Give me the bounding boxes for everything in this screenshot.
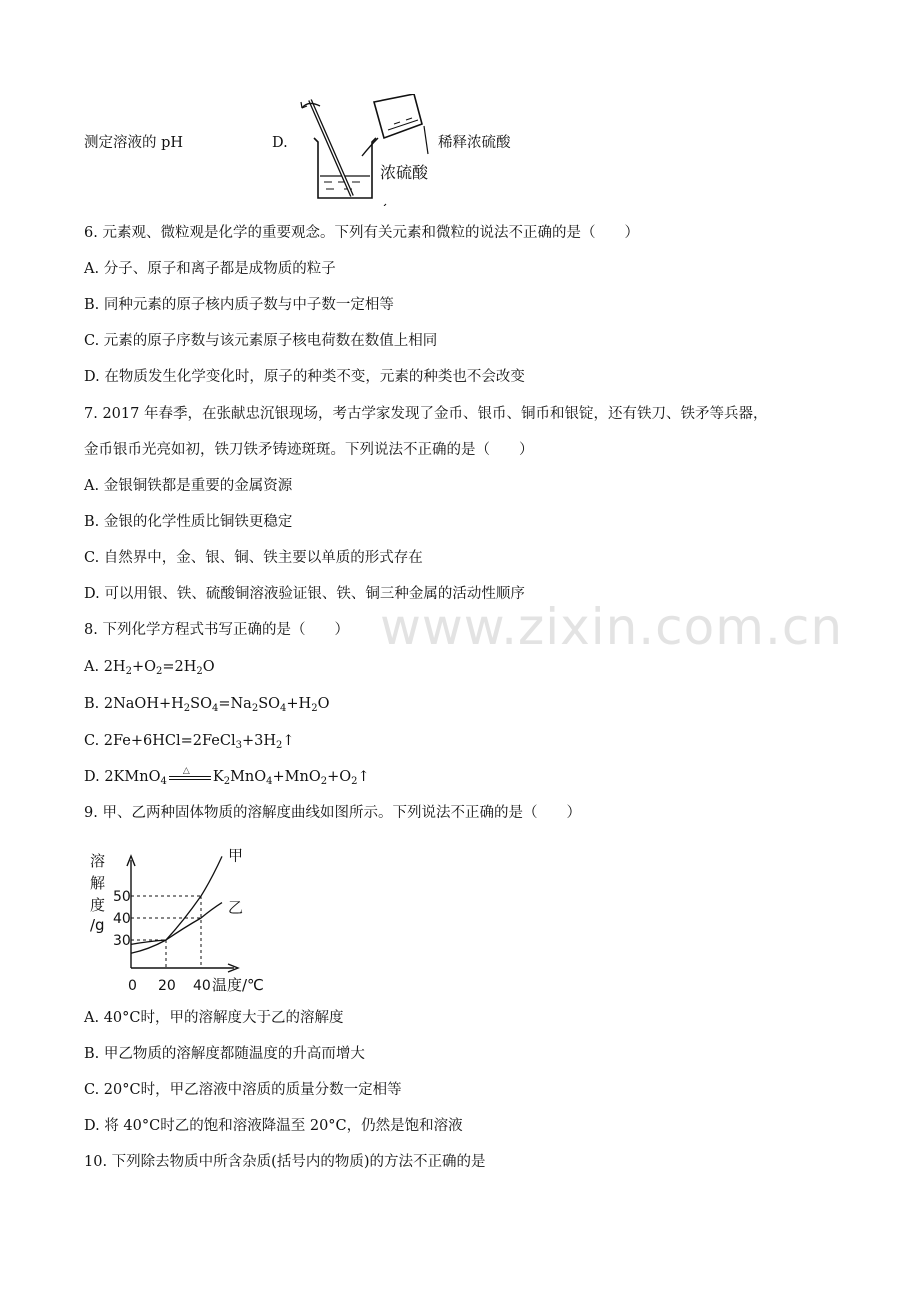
y-tick-1: 40: [113, 911, 131, 927]
fig-label-conc-acid: 浓硫酸: [380, 163, 429, 182]
q9-option-d: D. 将 40°C时乙的饱和溶液降温至 20°C，仍然是饱和溶液: [84, 1118, 463, 1134]
option-c-tail: 测定溶液的 pH: [84, 135, 184, 151]
q7-option-b: B. 金银的化学性质比铜铁更稳定: [84, 514, 293, 530]
q7-stem-line2: 金币银币光亮如初，铁刀铁矛铸迹斑斑。下列说法不正确的是（ ）: [84, 442, 534, 458]
q6-option-c: C. 元素的原子序数与该元素原子核电荷数在数值上相同: [84, 333, 438, 349]
series-label-1: 乙: [228, 898, 244, 917]
series-label-0: 甲: [228, 846, 244, 865]
q6-option-b: B. 同种元素的原子核内质子数与中子数一定相等: [84, 297, 394, 313]
q9-option-a: A. 40°C时，甲的溶解度大于乙的溶解度: [84, 1010, 344, 1026]
q8-stem: 8. 下列化学方程式书写正确的是（ ）: [84, 622, 349, 638]
q10-stem: 10. 下列除去物质中所含杂质(括号内的物质)的方法不正确的是: [84, 1154, 486, 1170]
q9-option-b: B. 甲乙物质的溶解度都随温度的升高而增大: [84, 1046, 365, 1062]
q7-option-d: D. 可以用银、铁、硫酸铜溶液验证银、铁、铜三种金属的活动性顺序: [84, 586, 525, 602]
q8-option-b: B. $2NaOH+H_2SO_4=Na_2SO_4+H_2O$: [84, 696, 330, 714]
option-d-label: D.: [272, 135, 288, 151]
q6-option-a: A. 分子、原子和离子都是成物质的粒子: [84, 261, 336, 277]
series-line-0: [131, 856, 222, 953]
series-line-1: [131, 903, 222, 945]
q8-option-a: A. $2H_2+O_2=2H_2O$: [84, 659, 215, 677]
y-label-ch3: 度: [90, 896, 106, 914]
heat-condition-sign: △: [167, 767, 213, 787]
q9-option-c: C. 20°C时，甲乙溶液中溶质的质量分数一定相等: [84, 1082, 402, 1098]
y-label-ch4: /g: [90, 916, 105, 934]
x-axis-label: 温度/℃: [212, 976, 264, 994]
option-d-text: 稀释浓硫酸: [438, 135, 511, 151]
solubility-chart: [84, 846, 284, 996]
q6-stem: 6. 元素观、微粒观是化学的重要观念。下列有关元素和微粒的说法不正确的是（ ）: [84, 225, 639, 241]
y-tick-2: 50: [113, 889, 131, 905]
q6-option-d: D. 在物质发生化学变化时，原子的种类不变，元素的种类也不会改变: [84, 369, 525, 385]
y-tick-0: 30: [113, 933, 131, 949]
q9-stem: 9. 甲、乙两种固体物质的溶解度曲线如图所示。下列说法不正确的是（ ）: [84, 805, 581, 821]
dilute-acid-figure: [296, 94, 440, 206]
x-tick-0: 0: [128, 978, 137, 994]
q7-stem-line1: 7. 2017 年春季，在张献忠沉银现场，考古学家发现了金币、银币、铜币和银锭，还有铁刀、铁矛等兵器，: [84, 406, 768, 422]
y-label-ch1: 溶: [90, 852, 106, 870]
q7-option-a: A. 金银铜铁都是重要的金属资源: [84, 478, 293, 494]
watermark: www.zixin.com.cn: [380, 598, 844, 656]
q8-option-d: D. 2KMnO$_4$ △ $K_2MnO_4+MnO_2+O_2↑$: [84, 766, 370, 787]
x-tick-2: 40: [193, 978, 211, 994]
x-tick-1: 20: [158, 978, 176, 994]
q7-option-c: C. 自然界中，金、银、铜、铁主要以单质的形式存在: [84, 550, 423, 566]
y-label-ch2: 解: [90, 874, 106, 892]
q8-option-c: C. $2Fe+6HCl=2FeCl_3+3H_2↑$: [84, 733, 295, 751]
